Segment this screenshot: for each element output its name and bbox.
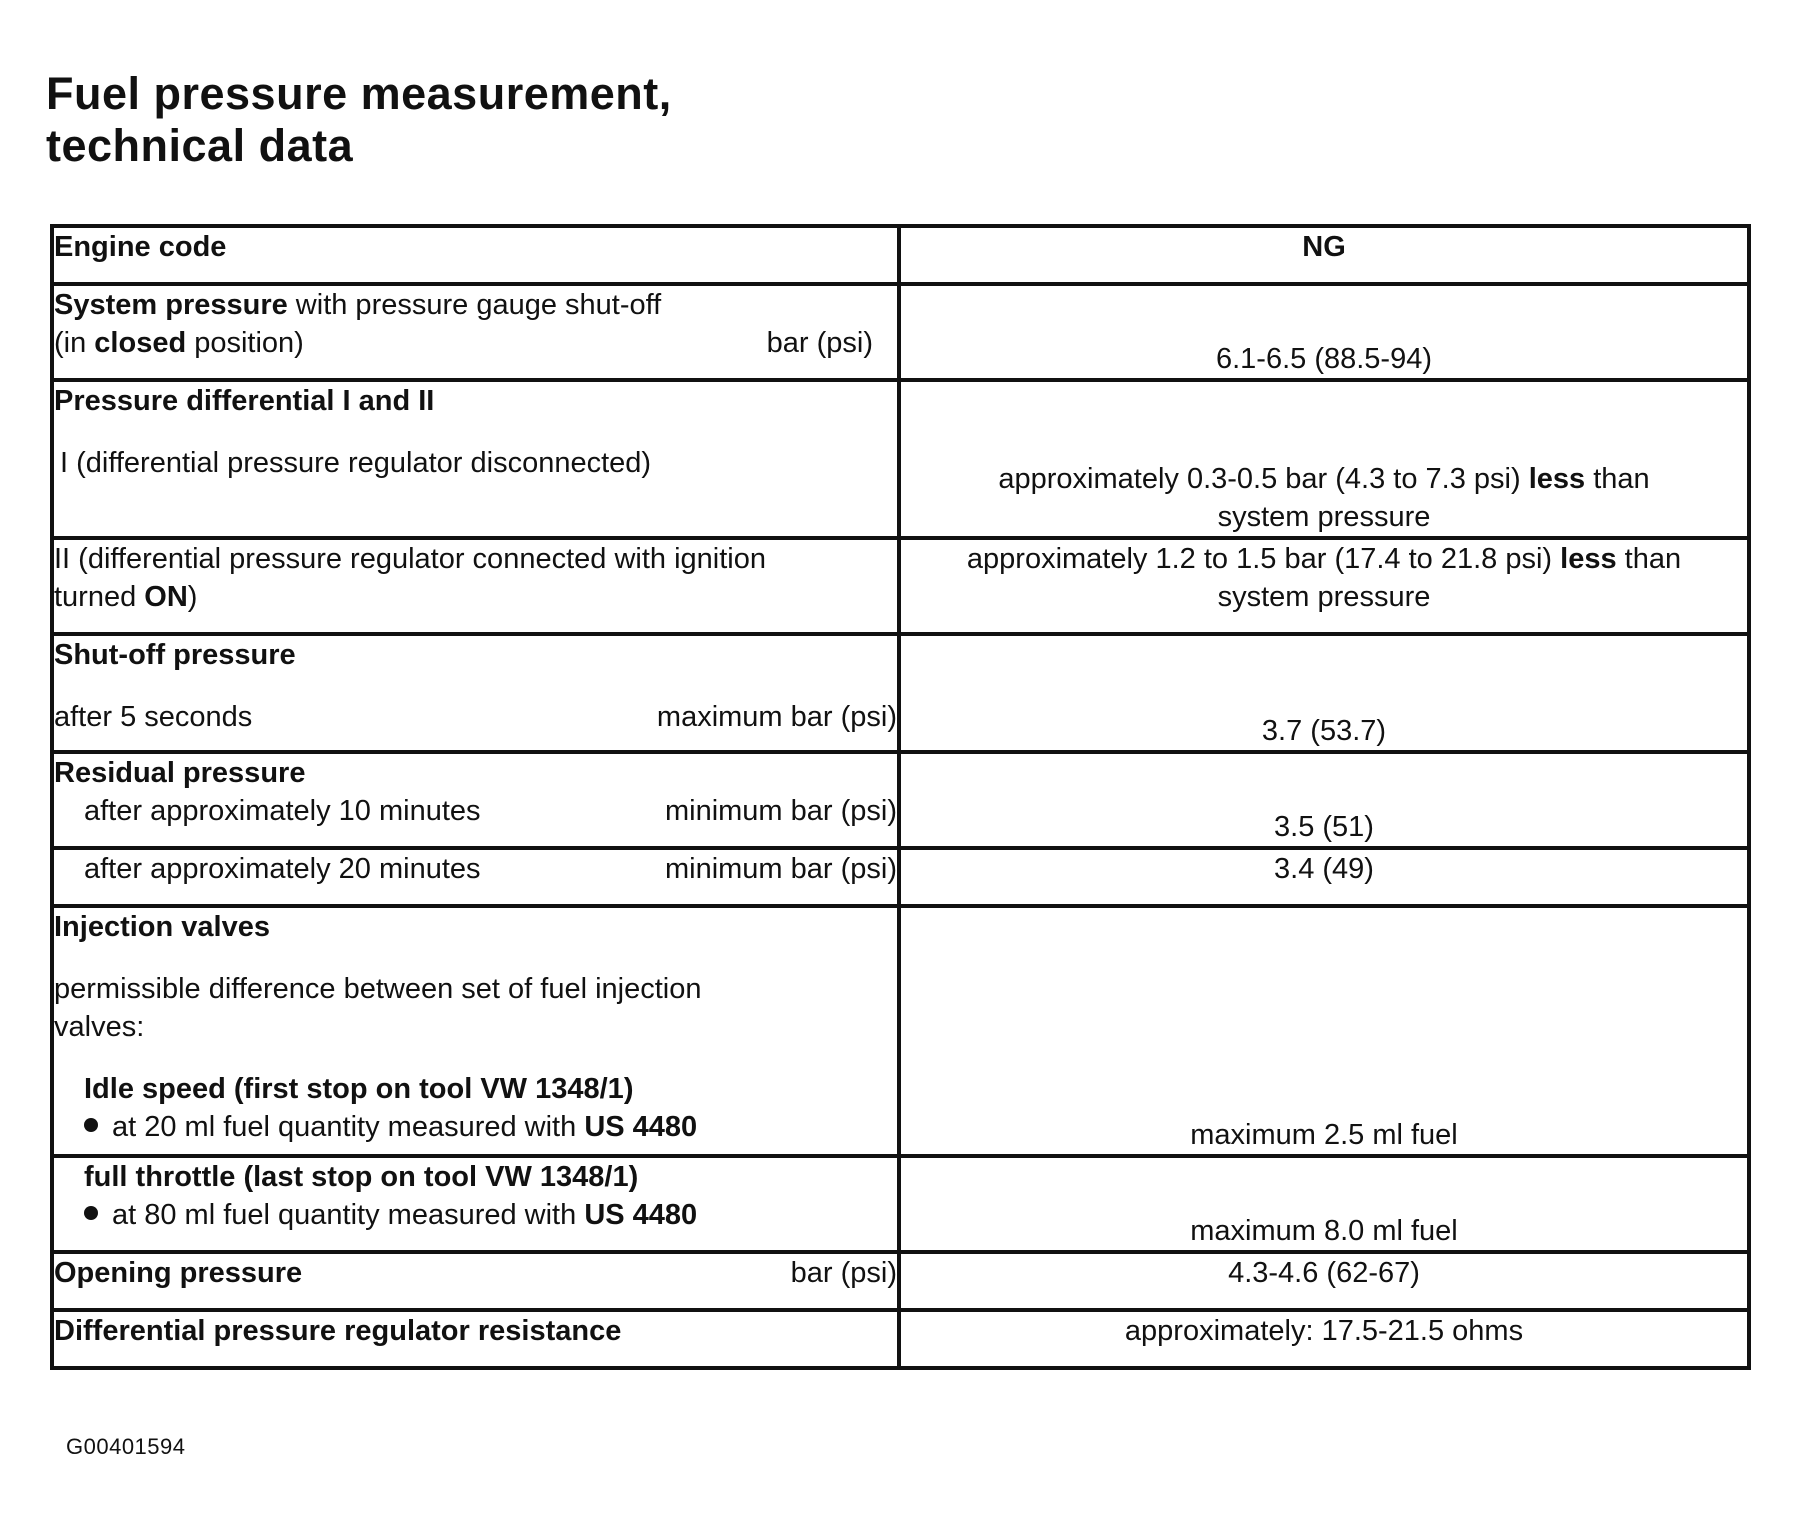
- fuel-pressure-table: [50, 224, 1751, 1370]
- header-ng-cell: [899, 226, 1749, 284]
- residual-pressure-label-cell-2: [52, 848, 899, 906]
- header-ng: NG: [1302, 231, 1346, 263]
- system-pressure-line2-post: position): [186, 327, 304, 359]
- pressure-differential-ii-value-line1: [907, 540, 1741, 578]
- pressure-differential-i-row: [52, 380, 1749, 538]
- idle-speed-bullet-line: [54, 1108, 897, 1146]
- shutoff-pressure-label-cell: [52, 634, 899, 752]
- shutoff-pressure-line: [54, 698, 897, 736]
- regulator-resistance-label-cell: [52, 1310, 899, 1368]
- figure-id: G00401594: [66, 1434, 186, 1459]
- residual-pressure-value-1: 3.5 (51): [1274, 811, 1374, 843]
- shutoff-pressure-heading: Shut-off pressure: [54, 639, 296, 671]
- shutoff-pressure-label: after 5 seconds: [54, 701, 253, 733]
- residual-pressure-value-cell-2: [899, 848, 1749, 906]
- shutoff-pressure-value: 3.7 (53.7): [1261, 715, 1387, 747]
- injection-valves-desc-line1: permissible difference between set of fuel injection: [54, 973, 702, 1005]
- system-pressure-row: [52, 284, 1749, 380]
- shutoff-pressure-row: [52, 634, 1749, 752]
- system-pressure-line2-pre: (in: [54, 327, 95, 359]
- pressure-differential-i-value-line1: [901, 460, 1747, 498]
- full-throttle-heading: full throttle (last stop on tool VW 1348/1): [84, 1161, 639, 1193]
- opening-pressure-label: Opening pressure: [54, 1257, 303, 1289]
- injection-valves-desc-line2: valves:: [54, 1011, 145, 1043]
- title-line-1: Fuel pressure measurement,: [46, 68, 672, 119]
- pressure-differential-ii-label-line2-bold: ON: [144, 581, 188, 613]
- pressure-differential-ii-label-line2-post: ): [187, 581, 198, 613]
- regulator-resistance-value: approximately: 17.5-21.5 ohms: [1124, 1315, 1524, 1347]
- system-pressure-bold-label: System pressure: [54, 289, 288, 321]
- idle-speed-value: maximum 2.5 ml fuel: [1190, 1119, 1458, 1151]
- pressure-differential-i-value-bold: less: [1528, 463, 1586, 495]
- bullet-icon: [84, 1118, 98, 1132]
- injection-valves-idle-label-cell: [52, 906, 899, 1156]
- residual-pressure-label-1: after approximately 10 minutes: [84, 795, 481, 827]
- pressure-differential-ii-label-line2-pre: turned: [54, 581, 145, 613]
- pressure-differential-ii-value-bold: less: [1560, 543, 1617, 575]
- system-pressure-value: 6.1-6.5 (88.5-94): [1215, 343, 1432, 375]
- system-pressure-unit: bar (psi): [766, 327, 873, 359]
- injection-valves-full-label-cell: [52, 1156, 899, 1252]
- system-pressure-label-cell: [52, 284, 899, 380]
- full-throttle-bullet-line: [54, 1196, 897, 1234]
- residual-pressure-label-2: after approximately 20 minutes: [84, 853, 481, 885]
- idle-speed-bullet-bold: US 4480: [584, 1111, 698, 1143]
- pressure-differential-i-value-line2: system pressure: [1217, 501, 1431, 533]
- shutoff-pressure-unit: maximum bar (psi): [656, 701, 897, 733]
- pressure-differential-i-value-post: than: [1585, 463, 1650, 495]
- pressure-differential-ii-value-line2: system pressure: [1217, 581, 1431, 613]
- pressure-differential-ii-label-line2: [54, 578, 897, 616]
- residual-pressure-row-2: [52, 848, 1749, 906]
- system-pressure-line2-bold: closed: [94, 327, 187, 359]
- idle-speed-heading: Idle speed (first stop on tool VW 1348/1): [84, 1073, 634, 1105]
- pressure-differential-i-value-cell: [899, 380, 1749, 538]
- system-pressure-line1: [54, 286, 897, 324]
- residual-pressure-unit-2: minimum bar (psi): [664, 853, 897, 885]
- idle-speed-bullet-text: at 20 ml fuel quantity measured with: [112, 1111, 585, 1143]
- pressure-differential-ii-value-cell: [899, 538, 1749, 634]
- residual-pressure-row-1: [52, 752, 1749, 848]
- pressure-differential-ii-value-pre: approximately 1.2 to 1.5 bar (17.4 to 21.8 psi): [966, 543, 1561, 575]
- opening-pressure-line: [54, 1254, 897, 1292]
- pressure-differential-i-label: I (differential pressure regulator disconnected): [60, 447, 652, 479]
- residual-pressure-heading: Residual pressure: [54, 757, 306, 789]
- system-pressure-value-cell: [899, 284, 1749, 380]
- title-line-2: technical data: [46, 120, 354, 171]
- injection-valves-idle-row: [52, 906, 1749, 1156]
- opening-pressure-unit: bar (psi): [790, 1257, 897, 1289]
- system-pressure-position: [54, 324, 304, 362]
- residual-pressure-value-2: 3.4 (49): [1274, 853, 1374, 885]
- pressure-differential-ii-value-post: than: [1616, 543, 1682, 575]
- injection-valves-full-value-cell: [899, 1156, 1749, 1252]
- opening-pressure-row: [52, 1252, 1749, 1310]
- injection-valves-heading: Injection valves: [54, 911, 270, 943]
- full-throttle-value: maximum 8.0 ml fuel: [1190, 1215, 1458, 1247]
- opening-pressure-value: 4.3-4.6 (62-67): [1228, 1257, 1420, 1289]
- full-throttle-bullet-text: at 80 ml fuel quantity measured with: [112, 1199, 585, 1231]
- residual-pressure-line-1: [54, 792, 897, 830]
- shutoff-pressure-value-cell: [899, 634, 1749, 752]
- injection-valves-full-row: [52, 1156, 1749, 1252]
- full-throttle-bullet-bold: US 4480: [584, 1199, 698, 1231]
- table-header-row: [52, 226, 1749, 284]
- header-engine-code-cell: [52, 226, 899, 284]
- residual-pressure-unit-1: minimum bar (psi): [664, 795, 897, 827]
- pressure-differential-ii-label-cell: [52, 538, 899, 634]
- opening-pressure-value-cell: [899, 1252, 1749, 1310]
- regulator-resistance-label: Differential pressure regulator resistance: [54, 1315, 622, 1347]
- residual-pressure-line-2: [54, 850, 897, 888]
- header-engine-code: Engine code: [54, 231, 227, 263]
- system-pressure-line2: [54, 324, 897, 362]
- residual-pressure-value-cell-1: [899, 752, 1749, 848]
- pressure-differential-i-label-cell: [52, 380, 899, 538]
- regulator-resistance-row: [52, 1310, 1749, 1368]
- pressure-differential-i-value-pre: approximately 0.3-0.5 bar (4.3 to 7.3 psi): [998, 463, 1529, 495]
- injection-valves-idle-value-cell: [899, 906, 1749, 1156]
- system-pressure-label-rest: with pressure gauge shut-off: [287, 289, 662, 321]
- pressure-differential-ii-row: [52, 538, 1749, 634]
- page-title: [46, 68, 672, 172]
- pressure-differential-ii-label-line1: II (differential pressure regulator connected with ignition: [54, 543, 766, 575]
- regulator-resistance-value-cell: [899, 1310, 1749, 1368]
- bullet-icon: [84, 1206, 98, 1220]
- residual-pressure-label-cell-1: [52, 752, 899, 848]
- opening-pressure-label-cell: [52, 1252, 899, 1310]
- pressure-differential-heading: Pressure differential I and II: [54, 385, 435, 417]
